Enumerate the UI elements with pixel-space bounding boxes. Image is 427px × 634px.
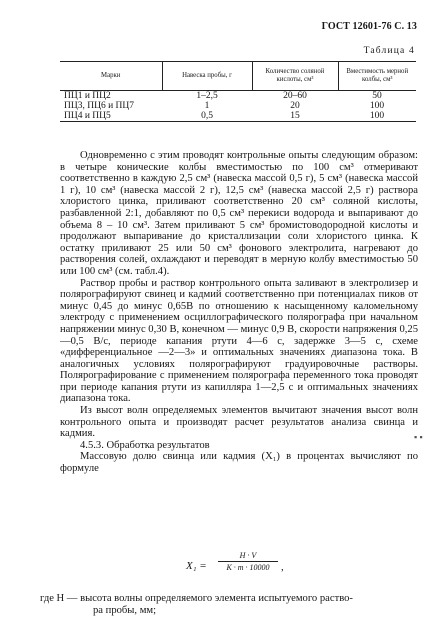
column-header: Навеска пробы, г [162,62,252,91]
table-cell: 20–60 [283,91,307,101]
formula [186,551,296,585]
section-heading: 4.5.3. Обработка результатов [80,439,210,451]
paragraph-mass-fraction: Массовую долю свинца или кадмия (X₁) в процентах вычисляют по формуле [60,451,418,475]
table-cell: 20 [290,101,300,111]
formula-lhs: X₁ = [186,560,207,572]
where-clause [40,593,418,617]
formula-comma: , [281,561,284,573]
margin-mark: ▪ ▪ [414,432,423,442]
table-cell: ПЦ3, ПЦ6 и ПЦ7 [64,101,134,111]
table-cell: ПЦ1 и ПЦ2 [64,91,111,101]
body-text [60,150,418,475]
table-cell: ПЦ4 и ПЦ5 [60,111,162,122]
table-caption: Таблица 4 [363,46,415,56]
table-cell: 50 [372,91,382,101]
table-cell: 100 [369,101,385,111]
paragraph-polarography: Раствор пробы и раствор контрольного опыта заливают в электролизер и полярографируют свинец и кадмий соответственно при потенциалах пиков от минус 0,45 до минус 0,65В по отношению к насыщенному каломельному электроду с применением осциллографического полярографа при начальном напряжении минус 0,30 В, конечном — минус 0,9 В, скорости напряжения 0,25—0,5 В/с, периоде капания ртути 4—6 с, задержке 3—5 с, схеме «дифференциальное —2—3» и оптимальных значениях диапазона тока. В аналогичных условиях полярографируют градуировочные растворы. Полярографирование с применением полярографа переменного тока проводят при периоде капания ртути из капилляра 1—2,5 с и оптимальных значениях диапазона тока. [60,277,418,405]
where-line-1: где H — высота волны определяемого элемента испытуемого раство- [40,593,353,604]
table-header-row [60,62,416,91]
table-row [60,111,416,122]
table-row [60,101,416,111]
table-row [60,91,416,102]
column-header: Количество соляной кислоты, см³ [252,62,338,91]
table-cell: 1–2,5 [196,91,218,101]
table-cell: 100 [338,111,416,122]
formula-numerator: H · V [218,551,278,562]
grades-table [60,61,416,122]
formula-denominator: K · m · 10000 [226,563,270,572]
column-header: Вместимость мерной колбы, см³ [338,62,416,91]
column-header: Марки [60,62,162,91]
page-header: ГОСТ 12601-76 С. 13 [321,21,417,32]
paragraph-control-experiment: Одновременно с этим проводят контрольные опыты следующим образом: в четыре конические колбы вместимостью по 100 см³ отмеривают соответственно в каждую 2,5 см³ (навеска массой 0,5 г), 5 см³ (навеска массой 1 г), 10 см³ (навеска массой 2 г), 12,5 см³ (навеска массой 2,5 г) раствора хлористого цинка, приливают соответственно 20 см³ соляной кислоты, разбавленной 2:1, добавляют по 0,5 см³ перекиси водорода и выпаривают до объема 8 – 10 см³. Затем приливают 5 см³ бромистоводородной кислоты и продолжают выпаривание до кристаллизации соли хлористого цинка. К остатку приливают 25 или 50 см³ фонового электролита, нагревают до растворения солей, охлаждают и переводят в мерную колбу вместимостью 50 или 100 см³ (см. табл.4). [60,150,418,277]
table-cell: 0,5 [162,111,252,122]
where-line-2: ра пробы, мм; [93,605,157,616]
table-cell: 15 [252,111,338,122]
paragraph-wave-heights: Из высот волн определяемых элементов вычитают значения высот волн контрольного опыта и производят расчет результатов анализа свинца и кадмия. [60,405,418,440]
table-cell: 1 [204,101,210,111]
formula-fraction [218,551,278,572]
